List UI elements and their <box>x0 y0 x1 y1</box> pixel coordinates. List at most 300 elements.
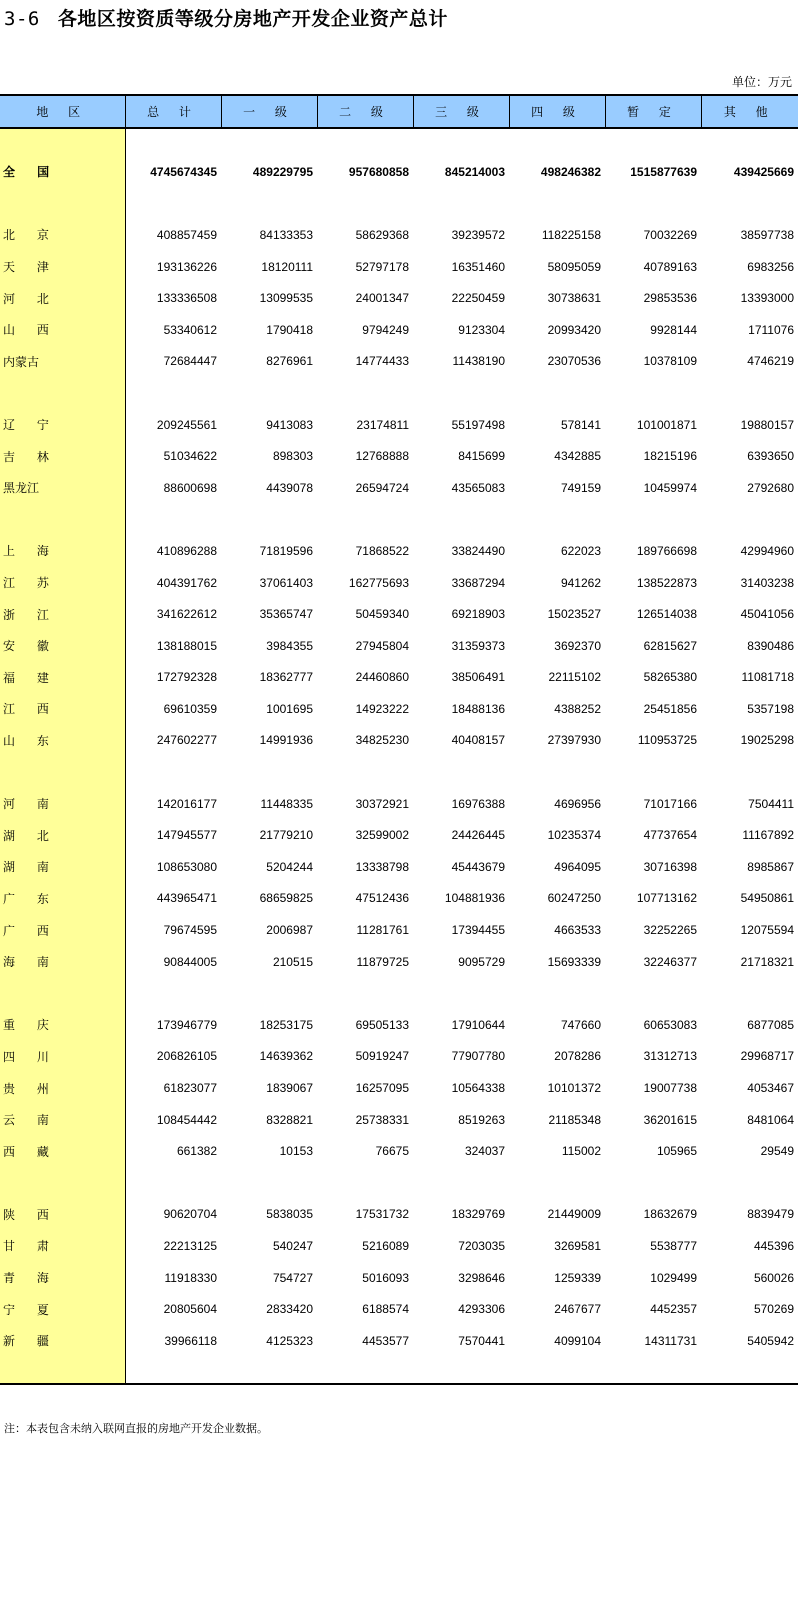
value-cell: 5538777 <box>650 1238 697 1253</box>
value-cell: 52797178 <box>355 259 409 274</box>
value-cell: 23174811 <box>356 417 409 432</box>
value-cell: 90620704 <box>163 1207 217 1222</box>
value-cell: 84133353 <box>259 227 313 242</box>
value-cell: 38506491 <box>451 670 505 685</box>
value-cell: 19880157 <box>740 417 794 432</box>
value-cell: 18488136 <box>451 701 505 716</box>
value-cell: 9794249 <box>362 322 409 337</box>
value-cell: 13338798 <box>355 859 409 874</box>
table-row <box>0 1293 798 1325</box>
value-cell: 4663533 <box>554 923 601 938</box>
region-name: 宁 夏 <box>0 1293 125 1325</box>
table-row <box>0 1230 798 1262</box>
value-cell: 6877085 <box>747 1017 794 1032</box>
value-cell: 17910644 <box>451 1017 505 1032</box>
header-row <box>0 95 798 128</box>
value-cell: 957680858 <box>348 164 409 179</box>
value-cell: 31312713 <box>643 1049 697 1064</box>
value-cell: 8985867 <box>747 859 794 874</box>
value-cell: 24460860 <box>355 670 409 685</box>
value-cell: 747660 <box>560 1017 601 1032</box>
value-cell: 1711076 <box>748 322 794 337</box>
value-cell: 108653080 <box>156 859 217 874</box>
value-cell: 35365747 <box>259 607 313 622</box>
value-cell: 5016093 <box>362 1270 409 1285</box>
table-row <box>0 409 798 441</box>
value-cell: 1001695 <box>266 701 313 716</box>
value-cell: 3298646 <box>458 1270 505 1285</box>
value-cell: 15023527 <box>547 607 601 622</box>
value-cell: 9413083 <box>266 417 313 432</box>
value-cell: 23070536 <box>547 354 601 369</box>
value-cell: 210515 <box>272 954 313 969</box>
value-cell: 55197498 <box>451 417 505 432</box>
value-cell: 25738331 <box>355 1112 409 1127</box>
value-cell: 61823077 <box>163 1081 217 1096</box>
spacer-row <box>0 188 798 220</box>
value-cell: 754727 <box>272 1270 313 1285</box>
value-cell: 22250459 <box>451 291 505 306</box>
value-cell: 69610359 <box>163 701 217 716</box>
region-name: 天 津 <box>0 251 125 283</box>
value-cell: 72684447 <box>163 354 217 369</box>
header-grade-3: 三 级 <box>413 95 509 128</box>
region-name: 贵 州 <box>0 1072 125 1104</box>
value-cell: 560026 <box>753 1270 794 1285</box>
national-row <box>0 156 798 188</box>
value-cell: 54950861 <box>740 891 794 906</box>
value-cell: 6983256 <box>747 259 794 274</box>
value-cell: 4053467 <box>747 1081 794 1096</box>
spacer-row <box>0 128 798 156</box>
value-cell: 71819596 <box>259 543 313 558</box>
region-name: 浙 江 <box>0 598 125 630</box>
value-cell: 21449009 <box>547 1207 601 1222</box>
value-cell: 7504411 <box>748 796 794 811</box>
region-name: 辽 宁 <box>0 409 125 441</box>
table-row <box>0 1104 798 1136</box>
value-cell: 30738631 <box>547 291 601 306</box>
value-cell: 21779210 <box>259 828 313 843</box>
value-cell: 32599002 <box>355 828 409 843</box>
value-cell: 324037 <box>464 1144 505 1159</box>
value-cell: 29853536 <box>643 291 697 306</box>
value-cell: 4453577 <box>362 1333 409 1348</box>
value-cell: 19007738 <box>643 1081 697 1096</box>
value-cell: 11879725 <box>356 954 409 969</box>
value-cell: 62815627 <box>643 638 697 653</box>
value-cell: 108454442 <box>156 1112 217 1127</box>
value-cell: 14774433 <box>355 354 409 369</box>
table-row <box>0 851 798 883</box>
value-cell: 71017166 <box>643 796 697 811</box>
value-cell: 941262 <box>560 575 601 590</box>
value-cell: 10101372 <box>547 1081 601 1096</box>
value-cell: 445396 <box>753 1238 794 1253</box>
table-row <box>0 914 798 946</box>
value-cell: 42994960 <box>740 543 794 558</box>
value-cell: 60247250 <box>547 891 601 906</box>
value-cell: 5216089 <box>362 1238 409 1253</box>
value-cell: 4745674345 <box>150 164 217 179</box>
region-name: 陕 西 <box>0 1199 125 1231</box>
value-cell: 1839067 <box>266 1081 313 1096</box>
value-cell: 51034622 <box>163 449 217 464</box>
value-cell: 3269581 <box>554 1238 601 1253</box>
value-cell: 11167892 <box>742 828 794 843</box>
value-cell: 10235374 <box>547 828 601 843</box>
region-name: 甘 肃 <box>0 1230 125 1262</box>
value-cell: 622023 <box>560 543 601 558</box>
value-cell: 21185348 <box>548 1112 601 1127</box>
table-row <box>0 440 798 472</box>
table-row <box>0 346 798 378</box>
value-cell: 5204244 <box>266 859 313 874</box>
value-cell: 4696956 <box>554 796 601 811</box>
region-name: 江 西 <box>0 693 125 725</box>
header-total: 总 计 <box>125 95 221 128</box>
value-cell: 39966118 <box>164 1333 217 1348</box>
value-cell: 40789163 <box>643 259 697 274</box>
table-body <box>0 128 798 1384</box>
region-name: 广 西 <box>0 914 125 946</box>
table-row <box>0 251 798 283</box>
table-end-row <box>0 1357 798 1384</box>
region-name: 北 京 <box>0 219 125 251</box>
value-cell: 76675 <box>375 1144 409 1159</box>
value-cell: 40408157 <box>451 733 505 748</box>
value-cell: 19025298 <box>740 733 794 748</box>
region-name: 四 川 <box>0 1041 125 1073</box>
value-cell: 2467677 <box>554 1302 601 1317</box>
value-cell: 26594724 <box>355 480 409 495</box>
value-cell: 7203035 <box>458 1238 505 1253</box>
value-cell: 133336508 <box>156 291 217 306</box>
table-row <box>0 946 798 978</box>
value-cell: 3984355 <box>266 638 313 653</box>
region-name: 河 南 <box>0 788 125 820</box>
value-cell: 5838035 <box>266 1207 313 1222</box>
value-cell: 69218903 <box>451 607 505 622</box>
value-cell: 15693339 <box>547 954 601 969</box>
region-name: 重 庆 <box>0 1009 125 1041</box>
value-cell: 37061403 <box>259 575 313 590</box>
value-cell: 8519263 <box>458 1112 505 1127</box>
region-name: 广 东 <box>0 883 125 915</box>
header-provisional: 暂 定 <box>605 95 701 128</box>
table-title: 各地区按资质等级分房地产开发企业资产总计 <box>57 8 448 30</box>
value-cell: 24001347 <box>355 291 409 306</box>
spacer-row <box>0 977 798 1009</box>
header-grade-1: 一 级 <box>221 95 317 128</box>
value-cell: 32252265 <box>643 923 697 938</box>
value-cell: 404391762 <box>156 575 217 590</box>
value-cell: 107713162 <box>636 891 697 906</box>
value-cell: 2006987 <box>266 923 313 938</box>
value-cell: 9928144 <box>650 322 697 337</box>
value-cell: 10153 <box>279 1144 313 1159</box>
value-cell: 14311731 <box>644 1333 697 1348</box>
spacer-row <box>0 1167 798 1199</box>
value-cell: 189766698 <box>636 543 697 558</box>
region-name: 山 东 <box>0 725 125 757</box>
table-row <box>0 725 798 757</box>
value-cell: 4293306 <box>458 1302 505 1317</box>
value-cell: 439425669 <box>733 164 794 179</box>
table-row <box>0 662 798 694</box>
value-cell: 29968717 <box>740 1049 794 1064</box>
region-name: 青 海 <box>0 1262 125 1294</box>
table-row <box>0 1199 798 1231</box>
region-name: 山 西 <box>0 314 125 346</box>
table-row <box>0 314 798 346</box>
value-cell: 53340612 <box>163 322 217 337</box>
value-cell: 16351460 <box>451 259 505 274</box>
data-sheet <box>0 94 798 1385</box>
table-row <box>0 788 798 820</box>
value-cell: 77907780 <box>451 1049 505 1064</box>
value-cell: 4746219 <box>747 354 794 369</box>
value-cell: 17531732 <box>355 1207 409 1222</box>
value-cell: 18215196 <box>643 449 697 464</box>
value-cell: 2792680 <box>747 480 794 495</box>
value-cell: 33824490 <box>451 543 505 558</box>
value-cell: 8415699 <box>458 449 505 464</box>
value-cell: 25451856 <box>643 701 697 716</box>
assets-table <box>0 94 798 1385</box>
value-cell: 68659825 <box>259 891 313 906</box>
value-cell: 90844005 <box>163 954 217 969</box>
value-cell: 578141 <box>560 417 601 432</box>
value-cell: 27945804 <box>355 638 409 653</box>
value-cell: 105965 <box>656 1144 697 1159</box>
value-cell: 749159 <box>560 480 601 495</box>
page-title <box>4 4 448 31</box>
value-cell: 7570441 <box>458 1333 505 1348</box>
value-cell: 18253175 <box>259 1017 313 1032</box>
table-row <box>0 883 798 915</box>
value-cell: 138188015 <box>156 638 217 653</box>
table-row <box>0 1262 798 1294</box>
value-cell: 88600698 <box>163 480 217 495</box>
region-name: 福 建 <box>0 662 125 694</box>
value-cell: 11448335 <box>260 796 313 811</box>
table-row <box>0 567 798 599</box>
value-cell: 20993420 <box>547 322 601 337</box>
value-cell: 540247 <box>272 1238 313 1253</box>
value-cell: 45443679 <box>451 859 505 874</box>
table-number: 3-6 <box>4 8 40 30</box>
value-cell: 31403238 <box>740 575 794 590</box>
value-cell: 570269 <box>753 1302 794 1317</box>
header-grade-4: 四 级 <box>509 95 605 128</box>
region-name: 云 南 <box>0 1104 125 1136</box>
region-name: 新 疆 <box>0 1325 125 1357</box>
value-cell: 1515877639 <box>630 164 697 179</box>
value-cell: 3692370 <box>554 638 601 653</box>
value-cell: 10378109 <box>643 354 697 369</box>
value-cell: 39239572 <box>451 227 505 242</box>
value-cell: 898303 <box>272 449 313 464</box>
value-cell: 22213125 <box>163 1238 217 1253</box>
value-cell: 118225158 <box>541 227 601 242</box>
value-cell: 4964095 <box>554 859 601 874</box>
value-cell: 4452357 <box>650 1302 697 1317</box>
region-name: 河 北 <box>0 282 125 314</box>
value-cell: 209245561 <box>156 417 217 432</box>
table-row <box>0 1135 798 1167</box>
value-cell: 138522873 <box>636 575 697 590</box>
value-cell: 17394455 <box>451 923 505 938</box>
region-name: 安 徽 <box>0 630 125 662</box>
value-cell: 104881936 <box>444 891 505 906</box>
value-cell: 162775693 <box>348 575 409 590</box>
value-cell: 8481064 <box>747 1112 794 1127</box>
header-other: 其 他 <box>701 95 798 128</box>
value-cell: 173946779 <box>156 1017 217 1032</box>
value-cell: 101001871 <box>636 417 697 432</box>
value-cell: 8328821 <box>266 1112 313 1127</box>
header-grade-2: 二 级 <box>317 95 413 128</box>
value-cell: 58095059 <box>547 259 601 274</box>
value-cell: 14991936 <box>259 733 313 748</box>
value-cell: 13099535 <box>259 291 313 306</box>
value-cell: 33687294 <box>451 575 505 590</box>
table-row <box>0 472 798 504</box>
value-cell: 20805604 <box>163 1302 217 1317</box>
value-cell: 47737654 <box>643 828 697 843</box>
region-name: 湖 南 <box>0 851 125 883</box>
value-cell: 30372921 <box>355 796 409 811</box>
value-cell: 16257095 <box>355 1081 409 1096</box>
value-cell: 47512436 <box>355 891 409 906</box>
value-cell: 206826105 <box>156 1049 217 1064</box>
value-cell: 9123304 <box>458 322 505 337</box>
value-cell: 408857459 <box>156 227 217 242</box>
spacer-row <box>0 377 798 409</box>
table-row <box>0 630 798 662</box>
value-cell: 24426445 <box>451 828 505 843</box>
value-cell: 58265380 <box>643 670 697 685</box>
spacer-row <box>0 756 798 788</box>
table-row <box>0 535 798 567</box>
value-cell: 18329769 <box>451 1207 505 1222</box>
value-cell: 6393650 <box>747 449 794 464</box>
value-cell: 79674595 <box>163 923 217 938</box>
value-cell: 14923222 <box>355 701 409 716</box>
value-cell: 18362777 <box>259 670 313 685</box>
region-name: 西 藏 <box>0 1135 125 1167</box>
value-cell: 9095729 <box>458 954 505 969</box>
value-cell: 2833420 <box>266 1302 313 1317</box>
value-cell: 6188574 <box>362 1302 409 1317</box>
value-cell: 18120111 <box>261 259 313 274</box>
value-cell: 50459340 <box>355 607 409 622</box>
value-cell: 4342885 <box>554 449 601 464</box>
region-name: 内蒙古 <box>0 346 125 378</box>
value-cell: 11918330 <box>164 1270 217 1285</box>
value-cell: 4125323 <box>266 1333 313 1348</box>
value-cell: 5405942 <box>747 1333 794 1348</box>
table-row <box>0 1072 798 1104</box>
table-row <box>0 1041 798 1073</box>
value-cell: 8276961 <box>266 354 313 369</box>
value-cell: 70032269 <box>643 227 697 242</box>
value-cell: 341622612 <box>156 607 217 622</box>
value-cell: 1790418 <box>266 322 313 337</box>
table-row <box>0 1009 798 1041</box>
region-name: 吉 林 <box>0 440 125 472</box>
value-cell: 247602277 <box>156 733 217 748</box>
value-cell: 12075594 <box>740 923 794 938</box>
value-cell: 50919247 <box>355 1049 409 1064</box>
value-cell: 142016177 <box>156 796 217 811</box>
value-cell: 30716398 <box>643 859 697 874</box>
value-cell: 31359373 <box>451 638 505 653</box>
value-cell: 1029499 <box>650 1270 697 1285</box>
table-row <box>0 219 798 251</box>
table-row <box>0 282 798 314</box>
region-name: 湖 北 <box>0 819 125 851</box>
value-cell: 29549 <box>760 1144 794 1159</box>
value-cell: 36201615 <box>643 1112 697 1127</box>
value-cell: 16976388 <box>451 796 505 811</box>
region-name: 上 海 <box>0 535 125 567</box>
value-cell: 126514038 <box>636 607 697 622</box>
spacer-row <box>0 504 798 536</box>
value-cell: 8839479 <box>747 1207 794 1222</box>
value-cell: 12768888 <box>355 449 409 464</box>
value-cell: 11081718 <box>741 670 794 685</box>
value-cell: 4099104 <box>554 1333 601 1348</box>
value-cell: 69505133 <box>355 1017 409 1032</box>
value-cell: 489229795 <box>252 164 313 179</box>
region-name: 黑龙江 <box>0 472 125 504</box>
value-cell: 10564338 <box>451 1081 505 1096</box>
region-name: 全 国 <box>0 156 125 188</box>
value-cell: 410896288 <box>156 543 217 558</box>
value-cell: 2078286 <box>554 1049 601 1064</box>
value-cell: 661382 <box>176 1144 217 1159</box>
value-cell: 58629368 <box>355 227 409 242</box>
value-cell: 13393000 <box>740 291 794 306</box>
region-name: 海 南 <box>0 946 125 978</box>
table-row <box>0 1325 798 1357</box>
value-cell: 27397930 <box>547 733 601 748</box>
value-cell: 498246382 <box>540 164 601 179</box>
value-cell: 22115102 <box>548 670 601 685</box>
value-cell: 115002 <box>561 1144 601 1159</box>
value-cell: 32246377 <box>643 954 697 969</box>
region-name: 江 苏 <box>0 567 125 599</box>
value-cell: 172792328 <box>156 670 217 685</box>
value-cell: 1259339 <box>554 1270 601 1285</box>
value-cell: 11281761 <box>356 923 409 938</box>
value-cell: 845214003 <box>444 164 505 179</box>
header-region: 地 区 <box>0 95 125 128</box>
unit-label: 单位：万元 <box>731 75 792 89</box>
value-cell: 71868522 <box>355 543 409 558</box>
value-cell: 14639362 <box>259 1049 313 1064</box>
value-cell: 21718321 <box>740 954 794 969</box>
value-cell: 11438190 <box>452 354 505 369</box>
value-cell: 18632679 <box>643 1207 697 1222</box>
table-row <box>0 598 798 630</box>
value-cell: 5357198 <box>747 701 794 716</box>
table-row <box>0 693 798 725</box>
value-cell: 34825230 <box>355 733 409 748</box>
value-cell: 110953725 <box>637 733 697 748</box>
